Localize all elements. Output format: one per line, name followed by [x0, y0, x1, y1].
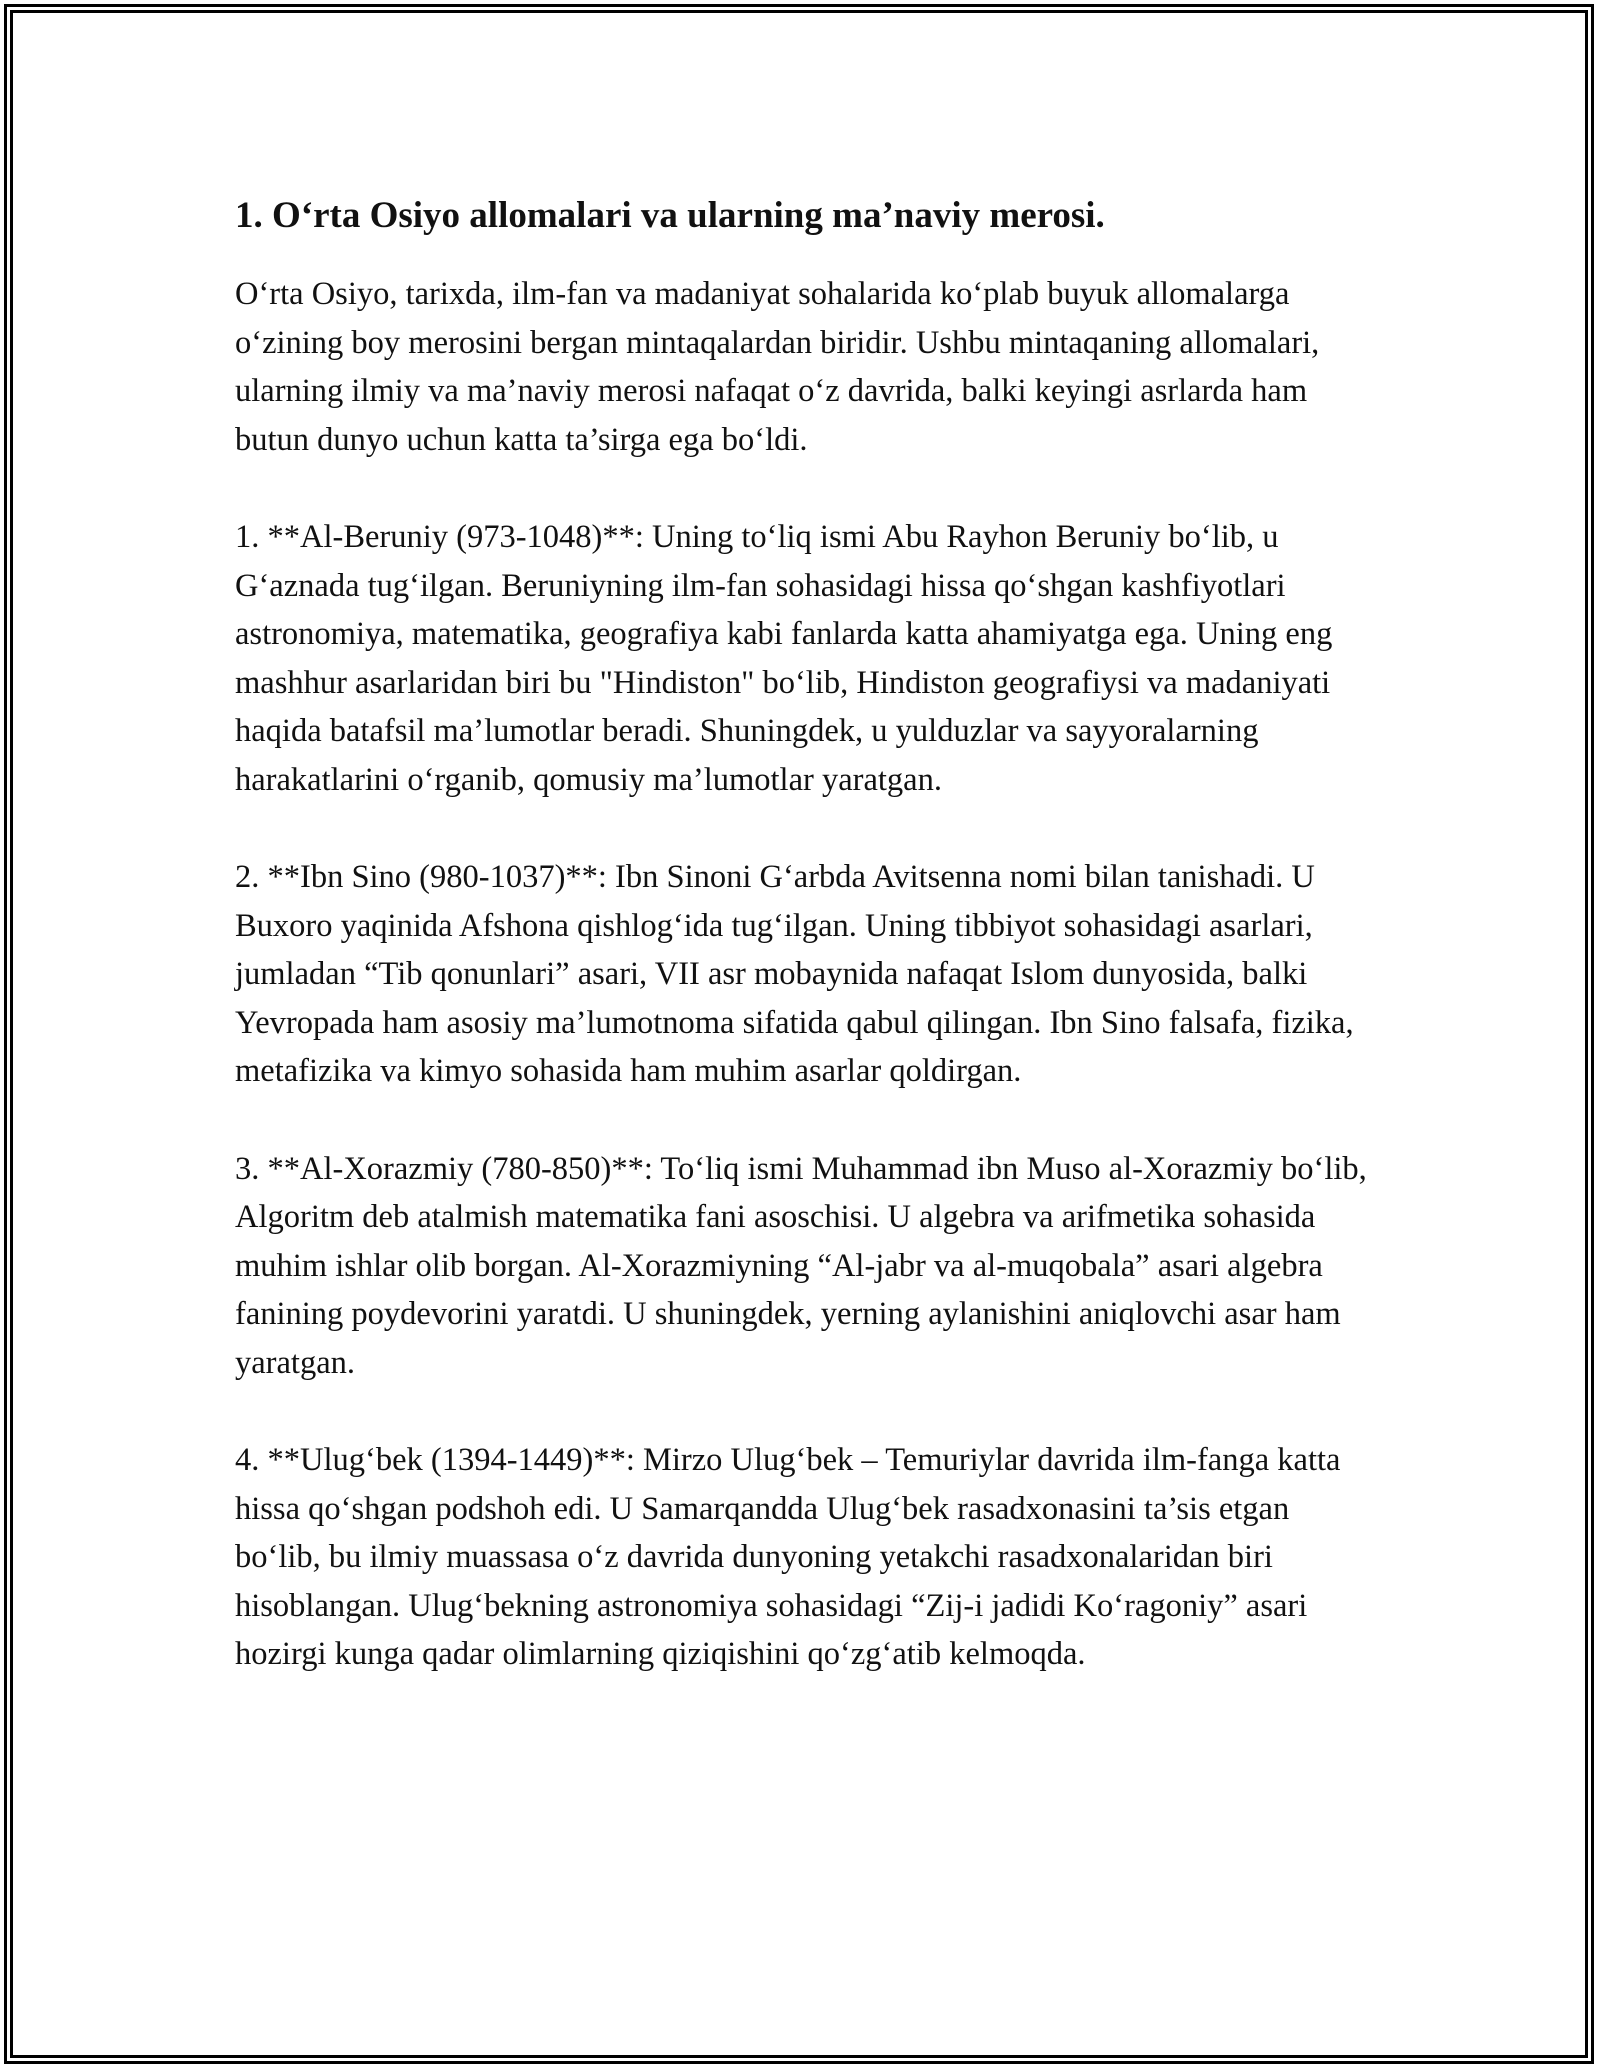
paragraph-ulugbek: 4. **Ulug‘bek (1394-1449)**: Mirzo Ulug‘bek – Temuriylar davrida ilm-fanga katta hissa qo‘shgan podshoh edi. U Samarqandda Ulug‘bek rasadxonasini ta’sis etgan bo‘lib, bu ilmiy muassasa o‘z davrida dunyoning yetakchi rasadxonalaridan biri hisoblangan. Ulug‘bekning astronomiya sohasidagi “Zij-i jadidi Ko‘ragoniy” asari hozirgi kunga qadar olimlarning qiziqishini qo‘zg‘atib kelmoqda. — [235, 1442, 1341, 1672]
paragraph-ibn-sino: 2. **Ibn Sino (980-1037)**: Ibn Sinoni G‘arbda Avitsenna nomi bilan tanishadi. U Buxoro yaqinida Afshona qishlog‘ida tug‘ilgan. Uning tibbiyot sohasidagi asarlari, jumladan “Tib qonunlari” asari, VII asr mobaynida nafaqat Islom dunyosida, balki Yevropada ham asosiy ma’lumotnoma sifatida qabul qilingan. Ibn Sino falsafa, fizika, metafizika va kimyo sohasida ham muhim asarlar qoldirgan. — [235, 859, 1354, 1089]
intro-paragraph: O‘rta Osiyo, tarixda, ilm-fan va madaniyat sohalarida ko‘plab buyuk allomalarga o‘zining boy merosini bergan mintaqalardan biridir. Ushbu mintaqaning allomalari, ularning ilmiy va ma’naviy merosi nafaqat o‘z davrida, balki keyingi asrlarda ham butun dunyo uchun katta ta’sirga ega bo‘ldi. — [235, 276, 1320, 458]
paragraph-al-xorazmiy: 3. **Al-Xorazmiy (780-850)**: To‘liq ismi Muhammad ibn Muso al-Xorazmiy bo‘lib, Algoritm deb atalmish matematika fani asoschisi. U algebra va arifmetika sohasida muhim ishlar olib borgan. Al-Xorazmiyning “Al-jabr va al-muqobala” asari algebra fanining poydevorini yaratdi. U shuningdek, yerning aylanishini aniqlovchi asar ham yaratgan. — [235, 1150, 1367, 1381]
document-body — [235, 188, 1370, 1728]
document-title: 1. O‘rta Osiyo allomalari va ularning ma’naviy merosi. — [235, 195, 1105, 236]
paragraph-al-beruniy: 1. **Al-Beruniy (973-1048)**: Uning to‘liq ismi Abu Rayhon Beruniy bo‘lib, u G‘aznada tug‘ilgan. Beruniyning ilm-fan sohasidagi hissa qo‘shgan kashfiyotlari astronomiya, matematika, geografiya kabi fanlarda katta ahamiyatga ega. Uning eng mashhur asarlaridan biri bu "Hindiston" bo‘lib, Hindiston geografiysi va madaniyati haqida batafsil ma’lumotlar beradi. Shuningdek, u yulduzlar va sayyoralarning harakatlarini o‘rganib, qomusiy ma’lumotlar yaratgan. — [235, 519, 1333, 798]
